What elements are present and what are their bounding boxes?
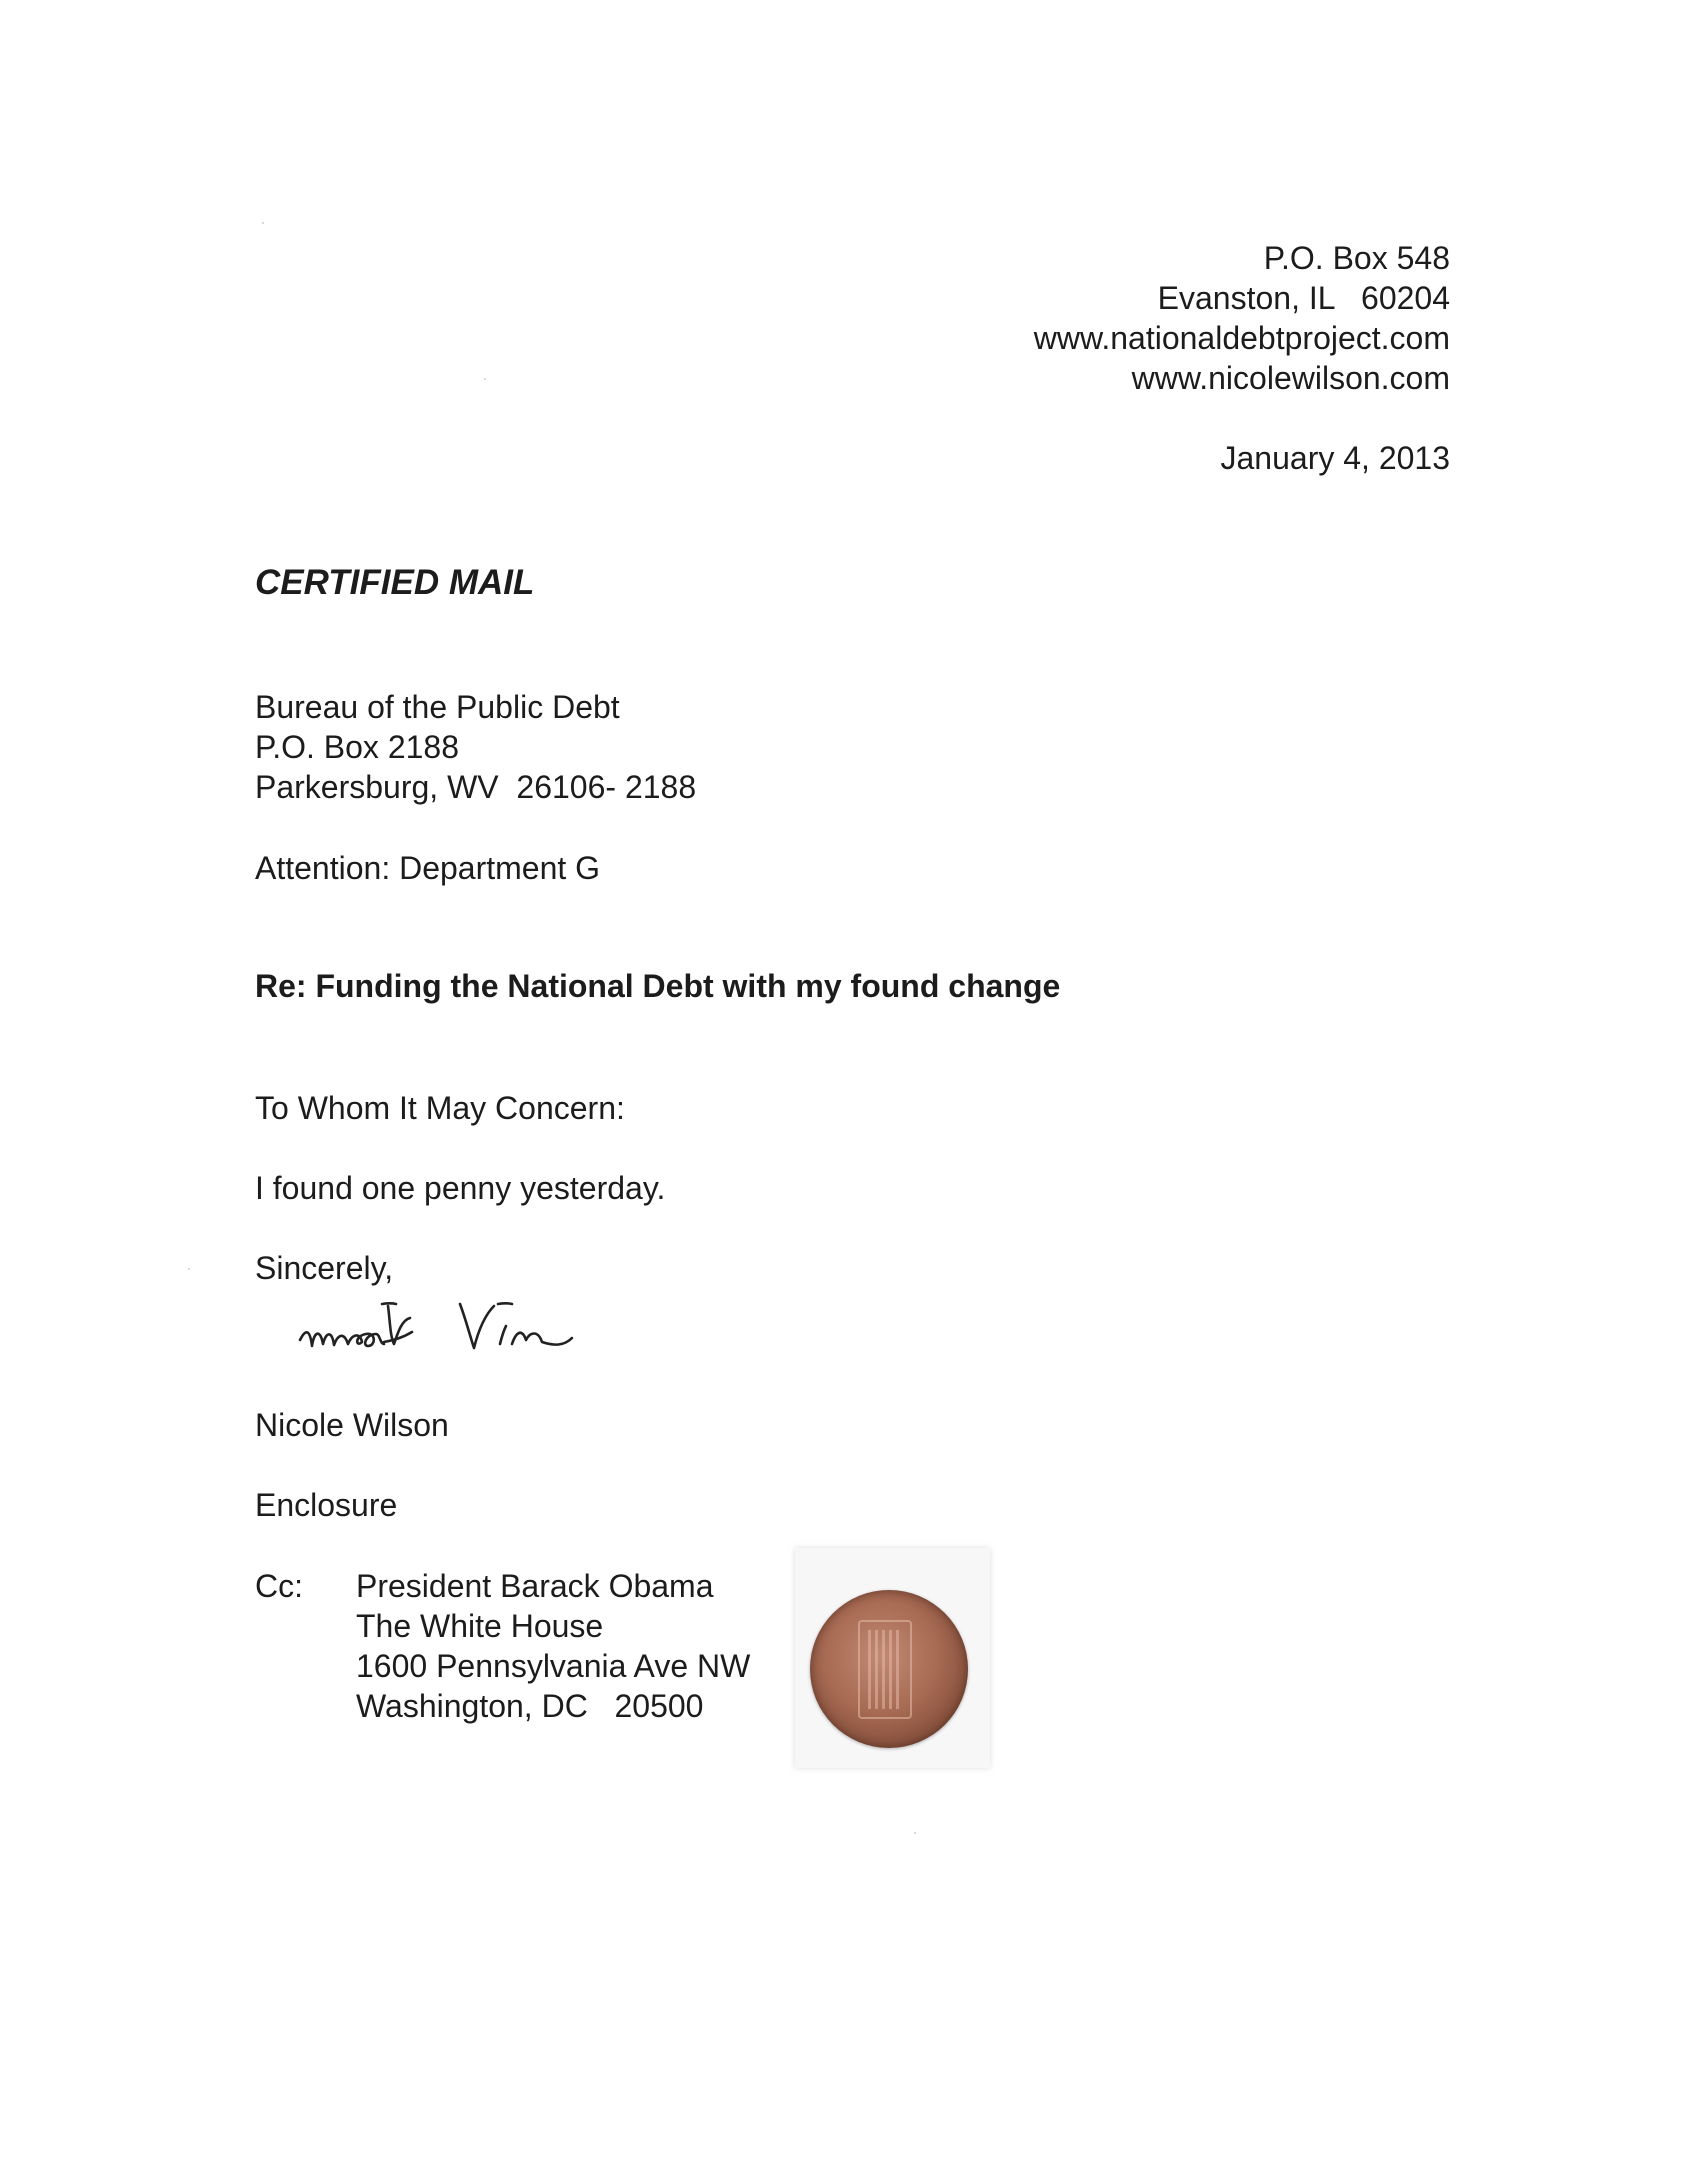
cc-address-line: Washington, DC 20500	[356, 1688, 704, 1724]
scan-speck	[484, 378, 486, 380]
scan-speck	[188, 1268, 190, 1270]
cc-address-line: President Barack Obama	[356, 1568, 714, 1604]
recipient-address-line: P.O. Box 2188	[255, 729, 459, 765]
scan-speck	[262, 222, 264, 224]
sender-website-link[interactable]: www.nationaldebtproject.com	[1033, 320, 1450, 356]
sender-website-link[interactable]: www.nicolewilson.com	[1131, 360, 1450, 396]
subject-line: Re: Funding the National Debt with my found change	[255, 968, 1061, 1004]
closing: Sincerely,	[255, 1250, 394, 1286]
cc-address	[356, 1566, 750, 1726]
cc-address-line: The White House	[356, 1608, 604, 1644]
handwritten-signature	[290, 1288, 680, 1368]
cc-address-line: 1600 Pennsylvania Ave NW	[356, 1648, 751, 1684]
letter-date: January 4, 2013	[1220, 440, 1450, 476]
sender-address-line: Evanston, IL 60204	[1157, 280, 1450, 316]
penny-coin-icon	[810, 1590, 968, 1748]
enclosure-note: Enclosure	[255, 1487, 398, 1523]
attention-line: Attention: Department G	[255, 850, 601, 886]
taped-penny	[795, 1548, 990, 1768]
signer-name: Nicole Wilson	[255, 1407, 449, 1443]
lincoln-memorial-icon	[858, 1620, 912, 1719]
sender-address-line: P.O. Box 548	[1263, 240, 1450, 276]
cc-label: Cc:	[255, 1568, 303, 1604]
delivery-method: CERTIFIED MAIL	[255, 563, 535, 602]
recipient-address-line: Parkersburg, WV 26106- 2188	[255, 769, 697, 805]
recipient-address-line: Bureau of the Public Debt	[255, 689, 620, 725]
scan-speck	[914, 1832, 916, 1834]
letter-body: I found one penny yesterday.	[255, 1170, 666, 1206]
sender-address	[1034, 238, 1450, 398]
recipient-address	[255, 687, 696, 807]
salutation: To Whom It May Concern:	[255, 1090, 625, 1126]
